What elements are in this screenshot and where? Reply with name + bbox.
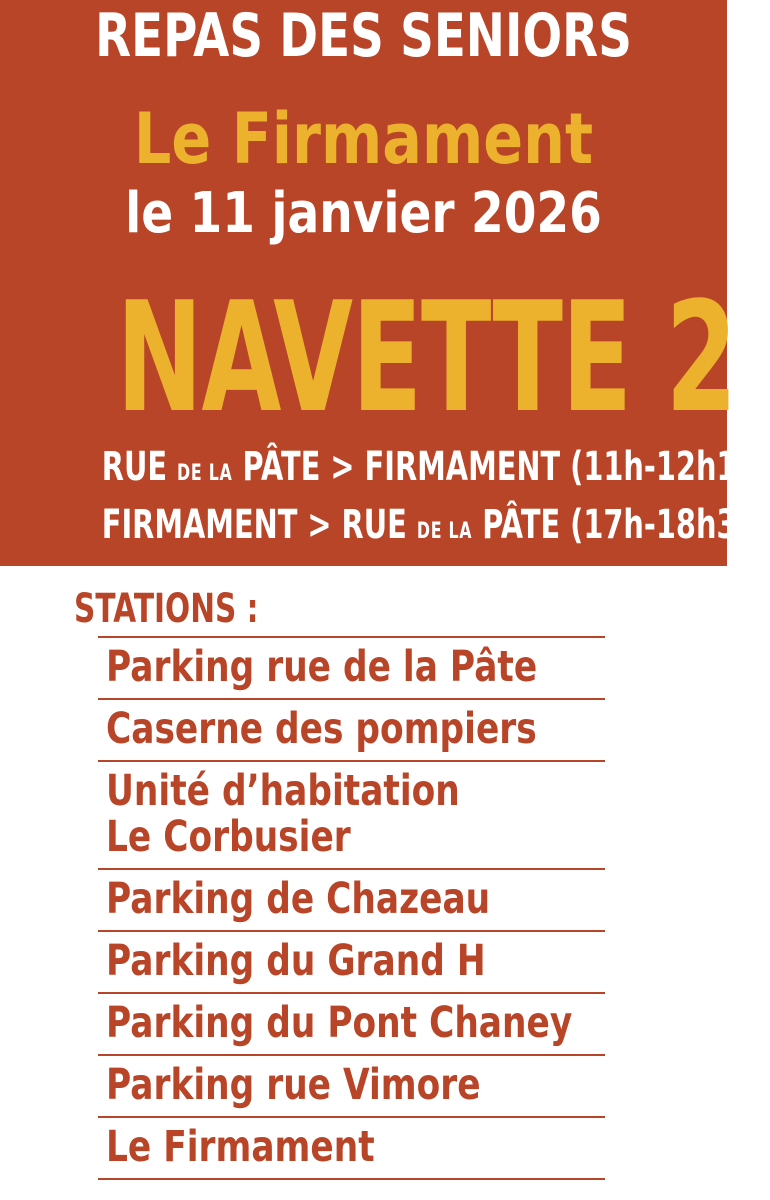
station-name: Parking de Chazeau [106, 874, 491, 924]
station-item [98, 762, 504, 868]
station-list [98, 636, 605, 1180]
route-return-start: FIRMAMENT > RUE [101, 502, 407, 548]
station-name: Parking rue Vimore [106, 1060, 481, 1110]
stations-heading: STATIONS : [74, 586, 259, 632]
event-title: REPAS DES SENIORS [95, 1, 632, 71]
venue-name: Le Firmament [133, 98, 594, 180]
station-name: Unité d’habitation [106, 766, 460, 816]
station-item [98, 700, 537, 760]
route-return-end: PÂTE (17h-18h30) [482, 502, 770, 548]
station-item [98, 870, 504, 930]
station-divider [98, 1178, 605, 1180]
station-name: Parking du Grand H [106, 936, 486, 986]
station-item [98, 1118, 504, 1178]
station-item [98, 994, 573, 1054]
station-name: Parking rue de la Pâte [106, 642, 538, 692]
station-name: Le Firmament [106, 1122, 375, 1172]
route-outbound-small: DE LA [177, 461, 233, 486]
station-item [98, 932, 504, 992]
station-item [98, 1056, 504, 1116]
station-name: Parking du Pont Chaney [106, 998, 573, 1048]
route-return-small: DE LA [416, 519, 473, 544]
header-banner [0, 0, 770, 566]
route-outbound-end: PÂTE > FIRMAMENT (11h-12h15) [242, 444, 770, 490]
station-name: Caserne des pompiers [106, 704, 537, 754]
shuttle-number: NAVETTE 2 [116, 269, 737, 446]
station-item [98, 638, 538, 698]
route-outbound-start: RUE [101, 444, 168, 490]
route-return [101, 502, 770, 548]
route-outbound [101, 444, 770, 490]
station-name-second-line: Le Corbusier [106, 812, 351, 862]
event-date: le 11 janvier 2026 [125, 181, 602, 246]
